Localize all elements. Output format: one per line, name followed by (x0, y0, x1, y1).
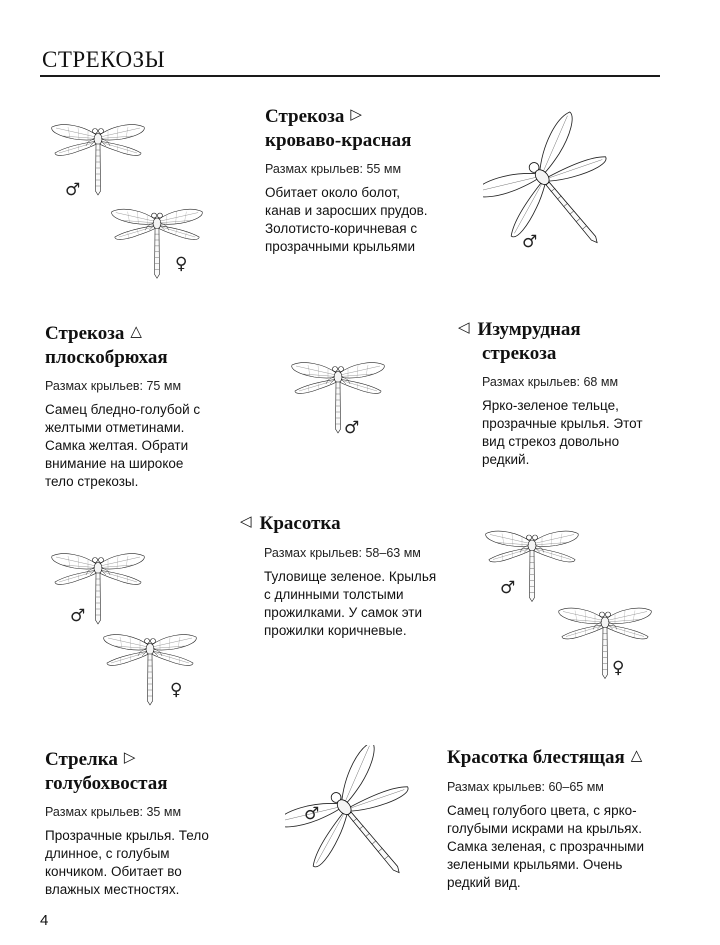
description-text: Прозрачные крылья. Тело длинное, с голубым кончиком. Обитает во влажных местностях. (45, 828, 209, 897)
dragonfly-illustration (108, 200, 206, 280)
male-icon: ♂ (304, 804, 320, 824)
dragonfly-illustration (48, 115, 148, 200)
page-title: СТРЕКОЗЫ (42, 47, 166, 72)
wingspan-text: Размах крыльев: 55 мм (265, 162, 402, 176)
entry-ruddy-darter (265, 105, 465, 256)
triangle-left-icon: ◁ (458, 318, 470, 336)
entry-broad-bodied-chaser (45, 322, 255, 491)
page-header (40, 47, 660, 77)
entry-title: ◁ Изумрудная стрекоза (458, 318, 581, 364)
wingspan-text: Размах крыльев: 35 мм (45, 805, 182, 819)
description-text: Туловище зеленое. Крылья с длинными толстыми прожилками. У самок эти прожилки коричневые. (264, 569, 437, 638)
male-icon: ♂ (65, 180, 81, 200)
triangle-right-icon: ▷ (123, 748, 136, 766)
description-text: Ярко-зеленое тельце, прозрачные крылья. Этот вид стрекоз довольно редкий. (482, 398, 643, 467)
triangle-up-icon: △ (130, 322, 142, 340)
dragonfly-illustration (482, 520, 582, 605)
triangle-left-icon: ◁ (240, 512, 252, 530)
female-icon: ♀ (175, 254, 188, 274)
entry-emerald-dragonfly (458, 318, 668, 469)
female-icon: ♀ (612, 658, 625, 678)
triangle-right-icon: ▷ (350, 105, 362, 123)
dragonfly-illustration (48, 540, 148, 630)
wingspan-text: Размах крыльев: 68 мм (482, 375, 619, 389)
female-icon: ♀ (170, 680, 183, 700)
male-icon: ♂ (344, 418, 360, 438)
entry-title: Красотка блестящая △ (447, 746, 643, 768)
entry-title: Стрекоза △ плоскобрюхая (45, 322, 168, 368)
entry-beautiful-demoiselle (447, 746, 677, 892)
entry-title: Стрекоза ▷ кроваво-красная (265, 105, 412, 151)
description-text: Самец голубого цвета, с ярко- голубыми искрами на крыльях. Самка зеленая, с прозрачными зелеными крыльями. Очень редкий вид. (447, 803, 645, 890)
wingspan-text: Размах крыльев: 58–63 мм (264, 546, 421, 560)
entry-title: Стрелка ▷ голубохвостая (45, 748, 168, 794)
dragonfly-illustration (100, 622, 200, 710)
entry-banded-demoiselle (240, 512, 455, 640)
wingspan-text: Размах крыльев: 60–65 мм (447, 780, 604, 794)
dragonfly-illustration (483, 110, 623, 270)
dragonfly-illustration (288, 348, 388, 440)
male-icon: ♂ (500, 578, 516, 598)
description-text: Самец бледно-голубой с желтыми отметинами. Самка желтая. Обрати внимание на широкое тело стрекозы. (45, 402, 201, 489)
page-number: 4 (40, 912, 49, 929)
wingspan-text: Размах крыльев: 75 мм (45, 379, 182, 393)
entry-title: ◁ Красотка (240, 512, 341, 534)
male-icon: ♂ (70, 606, 86, 626)
description-text: Обитает около болот, канав и заросших прудов. Золотисто-коричневая с прозрачными крыльями (265, 185, 428, 254)
entry-blue-tailed-damselfly (45, 748, 260, 899)
dragonfly-illustration (555, 597, 655, 682)
male-icon: ♂ (522, 232, 538, 252)
triangle-up-icon: △ (630, 746, 643, 764)
